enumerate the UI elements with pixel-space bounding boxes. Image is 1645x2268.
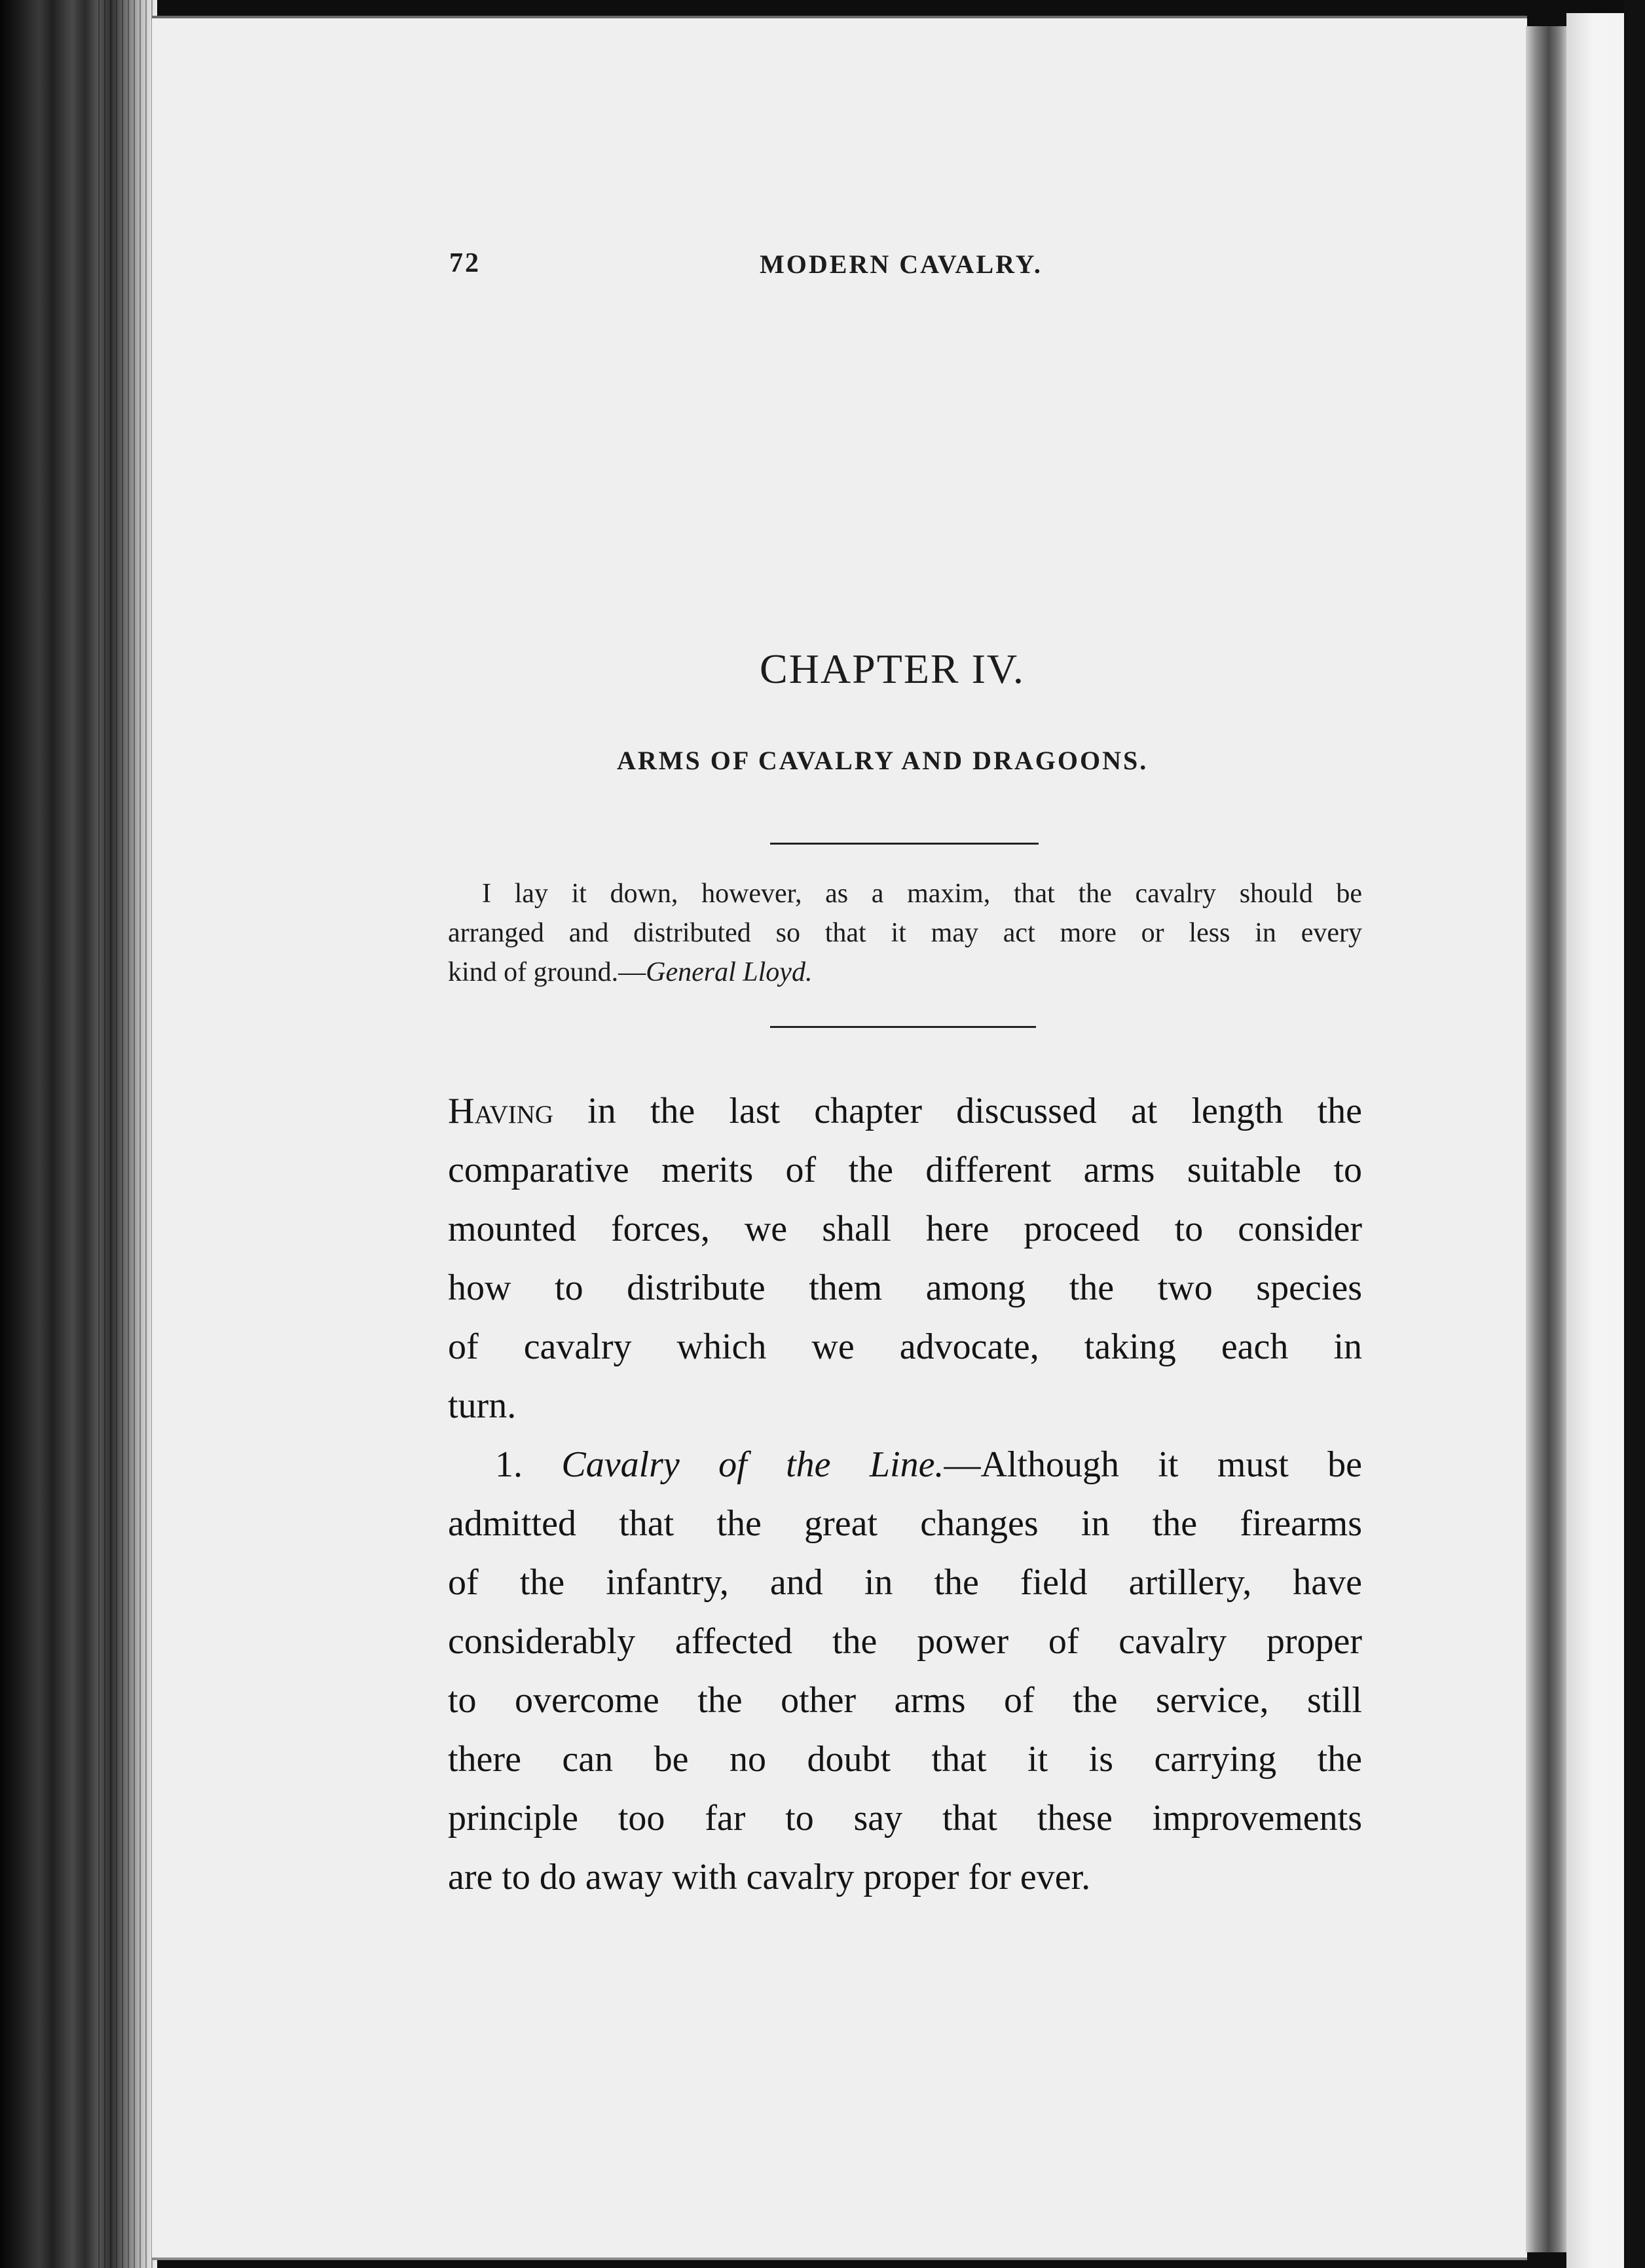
body-line: how to distribute them among the two species [448, 1268, 1362, 1308]
body-line-text: in the last chapter discussed at length the [553, 1091, 1362, 1131]
opening-word: Having [448, 1091, 554, 1131]
book-gutter [1526, 26, 1566, 2252]
epigraph [448, 874, 1362, 992]
body-line [448, 1082, 1362, 1141]
epigraph-attribution: General Lloyd. [646, 957, 813, 987]
body-line: principle too far to say that these improvements [448, 1798, 1362, 1838]
body-line: turn. [448, 1385, 517, 1426]
body-text [448, 1082, 1362, 1907]
epigraph-line: arranged and distributed so that it may act more or less in every [448, 918, 1362, 948]
running-title: MODERN CAVALRY. [760, 249, 1043, 279]
section-number: 1. [495, 1444, 562, 1485]
body-line: are to do away with cavalry proper for ever. [448, 1857, 1091, 1897]
section-heading: Cavalry of the Line. [561, 1444, 944, 1485]
body-line: to overcome the other arms of the service, still [448, 1680, 1362, 1721]
page-edges [98, 0, 157, 2268]
chapter-subtitle: ARMS OF CAVALRY AND DRAGOONS. [617, 746, 1149, 775]
body-line: comparative merits of the different arms suitable to [448, 1150, 1362, 1190]
body-line: admitted that the great changes in the firearms [448, 1503, 1362, 1544]
body-line: considerably affected the power of cavalry proper [448, 1621, 1362, 1662]
epigraph-rule-top [770, 843, 1039, 845]
epigraph-line: I lay it down, however, as a maxim, that the cavalry should be [482, 879, 1362, 909]
body-line: mounted forces, we shall here proceed to consider [448, 1209, 1362, 1249]
epigraph-rule-bottom [770, 1026, 1036, 1028]
body-line: there can be no doubt that it is carrying the [448, 1739, 1362, 1780]
body-line [448, 1435, 1362, 1494]
body-line-text: —Although it must be [944, 1444, 1362, 1485]
epigraph-line-last [448, 953, 1362, 992]
scan-border [1624, 0, 1645, 2268]
body-line: of cavalry which we advocate, taking each in [448, 1326, 1362, 1367]
chapter-title: CHAPTER IV. [760, 646, 1025, 692]
epigraph-line-text: kind of ground.— [448, 957, 646, 987]
page-number: 72 [449, 248, 481, 278]
body-line: of the infantry, and in the field artillery, have [448, 1562, 1362, 1603]
